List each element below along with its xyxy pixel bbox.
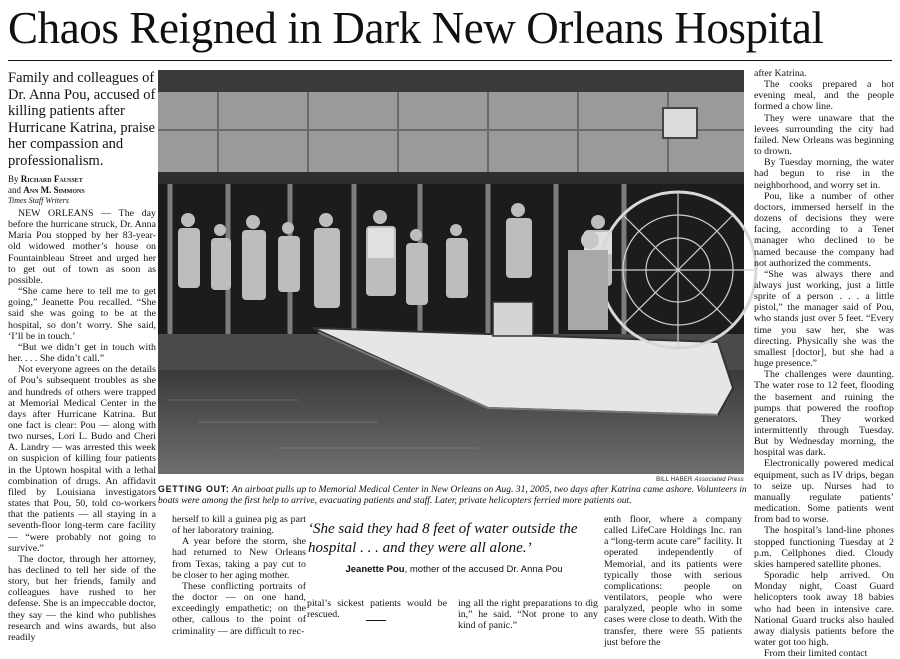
pull-quote-text: ‘She said they had 8 feet of water outside the hospital . . . and they were all alone.’ — [308, 521, 578, 556]
paragraph: Pou, like a number of other doctors, immersed herself in the dozens of decisions they were facing, according to a Tenet manager who declined to be named because the company had not authorized the comments. — [754, 190, 894, 269]
paragraph: “She was always there and always just working, just a little sprite of a person . . . a little pistol,” the manager said of Pou, who stands just over 5 feet. “Every time you saw her, she was directing. Physically she was the smallest [doctor], but she had a huge presence.” — [754, 268, 894, 370]
pull-quote-name: Jeanette Pou — [345, 564, 405, 575]
photo-credit-name: BILL HABER — [656, 477, 693, 483]
right-column — [754, 68, 894, 659]
paragraph: after Katrina. — [754, 68, 807, 79]
paragraph: “She came here to tell me to get going,” Jeanette Pou recalled. “She said she was going to be at the hospital, so don’t worry. She said, ‘I’ll be in touch.’ — [8, 286, 156, 342]
paragraph: By Tuesday morning, the water had begun to rise in the neighborhood, and worry set in. — [754, 157, 894, 191]
pull-quote-attribution — [308, 564, 600, 575]
paragraph: They were unaware that the levees surrounding the city had failed. New Orleans was beginning to drown. — [754, 112, 894, 158]
column-b — [172, 514, 306, 637]
photo-caption — [158, 484, 748, 506]
pull-quote — [308, 520, 600, 575]
byline-author-2: Ann M. Simmons — [23, 184, 85, 195]
byline-author-1: Richard Fausset — [20, 174, 83, 184]
paragraph: NEW ORLEANS — The day before the hurricane struck, Dr. Anna Maria Pou stopped by her 83-year-old widowed mother’s house on Fountainbleau Street and urged her to get out of town as soon as possible. — [8, 208, 156, 286]
byline — [8, 174, 156, 207]
byline-staff: Times Staff Writers — [8, 196, 69, 205]
paragraph: The challenges were daunting. The water rose to 12 feet, flooding the basement and ruining the pumps that powered the rooftop generators. They worked intermittently through Tuesday. But by Wednesday morning, the hospital was dark. — [754, 369, 894, 459]
airboat-photo-illustration — [158, 70, 744, 474]
paragraph: herself to kill a guinea pig as part of her laboratory training. — [172, 514, 306, 537]
column-c2 — [458, 598, 598, 632]
left-column — [8, 208, 156, 643]
news-photo — [158, 70, 744, 474]
paragraph: A year before the storm, she had returned to New Orleans from Texas, taking a pay cut to be closer to her aging mother. — [172, 536, 306, 581]
caption-text: An airboat pulls up to Memorial Medical Center in New Orleans on Aug. 31, 2005, two days after Katrina came ashore. Volunteers in boats were among the first help to arrive, evacuating patients and staff. Later, private helicopters ferried more patients out. — [158, 484, 747, 506]
photo-credit-agency: Associated Press — [694, 477, 744, 483]
deck: Family and colleagues of Dr. Anna Pou, accused of killing patients after Hurricane Katrina, praise her compassion and professionalism. — [8, 70, 156, 169]
pull-quote-role: , mother of the accused Dr. Anna Pou — [404, 564, 563, 575]
paragraph: ing all the right preparations to dig in,” he said. “Not prone to any kind of panic.” — [458, 598, 598, 632]
paragraph: Electronically powered medical equipment, such as IV drips, began to seize up. Nurses had to manually regulate patients’ medication. Some patients went from bad to worse. — [754, 458, 894, 526]
paragraph: enth floor, where a company called LifeCare Holdings Inc. ran a “long-term acute care” facility. It operated independently of Memorial, and its patients were typically those with serious complications: people on ventilators, people who were paralyzed, people who in some cases were close to death. With the transfer, there were 55 patients just before the — [604, 514, 742, 648]
headline-rule — [8, 60, 892, 61]
paragraph: pital’s sickest patients would be rescued. — [307, 598, 447, 621]
caption-lead: GETTING OUT: — [158, 484, 230, 494]
paragraph: The cooks prepared a hot evening meal, and the people formed a chow line. — [754, 79, 894, 113]
paragraph: Sporadic help arrived. On Monday night, Coast Guard helicopters took away 18 babies who had been in intensive care. National Guard trucks also hauled away dialysis patients before the water got too high. — [754, 570, 894, 648]
headline: Chaos Reigned in Dark New Orleans Hospital — [8, 3, 824, 53]
photo-credit — [560, 476, 744, 484]
column-d — [604, 514, 742, 648]
byline-and: and — [8, 184, 21, 195]
paragraph: The doctor, through her attorney, has declined to tell her side of the story, but her friends, family and colleagues have rushed to her defense. She is an impeccable doctor, they say — the kind who publishes research and wins awards, but also readily — [8, 553, 156, 643]
paragraph: The hospital’s land-line phones stopped functioning Tuesday at 2 p.m. Cellphones died. Cloudy skies hampered satellite phones. — [754, 525, 894, 570]
paragraph: These conflicting portraits of the doctor — on one hand, exceedingly empathetic; on the other, callous to the point of criminality — are difficult to rec- — [172, 580, 306, 637]
byline-by: By — [8, 174, 19, 184]
paragraph: Not everyone agrees on the details of Pou’s subsequent troubles as she and hundreds of others were trapped at Memorial Medical Center in the days after Hurricane Katrina. But one fact is clear: Pou — along with two nurses, Lori L. Budo and Cheri A. Landry — was arrested this week on suspicion of killing four patients in the Uptown hospital with a lethal combination of drugs. An affidavit filed by Louisiana investigators states that Pou, 50, told co-workers that the patients — all staying in a seventh-floor long-term care facility — “were probably not going to survive.” — [8, 364, 156, 554]
paragraph: From their limited contact — [764, 648, 868, 659]
paragraph: “But we didn’t get in touch with her. . . . She didn’t call.” — [8, 341, 156, 365]
section-rule — [366, 620, 386, 621]
